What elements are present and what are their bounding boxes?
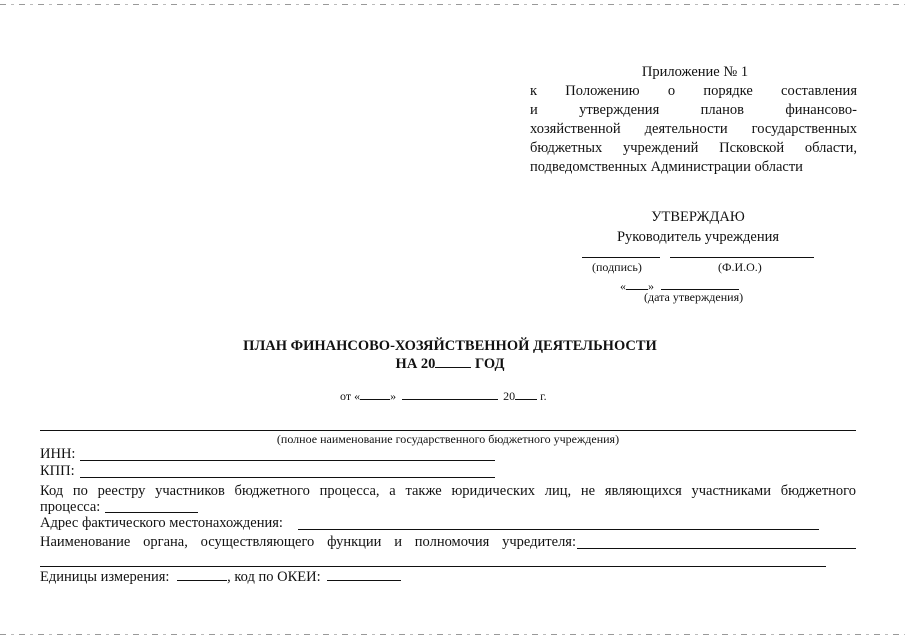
plan-year-prefix: НА 20 bbox=[395, 356, 436, 372]
appendix-title: Приложение № 1 bbox=[641, 64, 749, 80]
appendix-line-3: хозяйственной деятельности государственных bbox=[530, 121, 857, 137]
date-close-quote: » bbox=[648, 279, 654, 293]
units-label: Единицы измерения: bbox=[40, 569, 170, 585]
plan-date-quote: » bbox=[390, 389, 397, 403]
appendix-line-2: и утверждения планов финансово- bbox=[530, 102, 857, 118]
registry-code-field[interactable] bbox=[105, 512, 198, 513]
founder-field[interactable] bbox=[577, 548, 856, 549]
approval-heading: УТВЕРЖДАЮ bbox=[651, 209, 745, 225]
plan-year-suffix: ГОД bbox=[475, 356, 505, 372]
plan-date-row bbox=[340, 386, 547, 403]
kpp-label: КПП: bbox=[40, 463, 75, 479]
plan-date-suffix: г. bbox=[540, 389, 547, 403]
approval-date-caption: (дата утверждения) bbox=[644, 290, 744, 304]
institution-name-line[interactable] bbox=[40, 430, 856, 431]
name-line[interactable] bbox=[670, 257, 814, 258]
units-field[interactable] bbox=[177, 567, 227, 581]
inn-label: ИНН: bbox=[40, 446, 76, 462]
plan-date-prefix: от « bbox=[340, 389, 361, 403]
name-caption: (Ф.И.О.) bbox=[718, 260, 762, 274]
plan-title-line2 bbox=[200, 354, 700, 373]
plan-date-year-field[interactable] bbox=[515, 386, 537, 400]
registry-label-line2: процесса: bbox=[40, 499, 101, 515]
approval-role: Руководитель учреждения bbox=[616, 229, 780, 245]
signature-line[interactable] bbox=[582, 257, 660, 258]
units-row bbox=[40, 567, 401, 587]
scan-edge-top bbox=[0, 4, 905, 5]
approval-month-field[interactable] bbox=[661, 276, 739, 290]
scan-edge-bottom bbox=[0, 634, 905, 635]
appendix-text bbox=[530, 82, 857, 177]
plan-date-year: 20 bbox=[503, 389, 516, 403]
registry-label-line1: Код по реестру участников бюджетного процесса, а также юридических лиц, не являющихся участниками бюджетного bbox=[40, 483, 856, 499]
okei-label: , код по ОКЕИ: bbox=[227, 569, 321, 585]
date-open-quote: « bbox=[620, 279, 626, 293]
approval-day-field[interactable] bbox=[626, 276, 648, 290]
address-field[interactable] bbox=[298, 529, 819, 530]
okei-field[interactable] bbox=[327, 567, 401, 581]
plan-day-field[interactable] bbox=[360, 386, 390, 400]
institution-caption: (полное наименование государственного бюджетного учреждения) bbox=[276, 432, 620, 446]
inn-field[interactable] bbox=[80, 460, 495, 461]
appendix-line-1: к Положению о порядке составления bbox=[530, 83, 857, 99]
plan-year-field[interactable] bbox=[435, 354, 471, 368]
appendix-line-4: бюджетных учреждений Псковской области, bbox=[530, 140, 857, 156]
appendix-line-5: подведомственных Администрации области bbox=[530, 159, 803, 175]
kpp-field[interactable] bbox=[80, 477, 495, 478]
founder-label: Наименование органа, осуществляющего функции и полномочия учредителя: bbox=[40, 534, 576, 550]
plan-month-field[interactable] bbox=[402, 386, 498, 400]
plan-title-line1: ПЛАН ФИНАНСОВО-ХОЗЯЙСТВЕННОЙ ДЕЯТЕЛЬНОСТИ bbox=[243, 338, 657, 354]
signature-caption: (подпись) bbox=[592, 260, 642, 274]
address-label: Адрес фактического местонахождения: bbox=[40, 515, 283, 531]
